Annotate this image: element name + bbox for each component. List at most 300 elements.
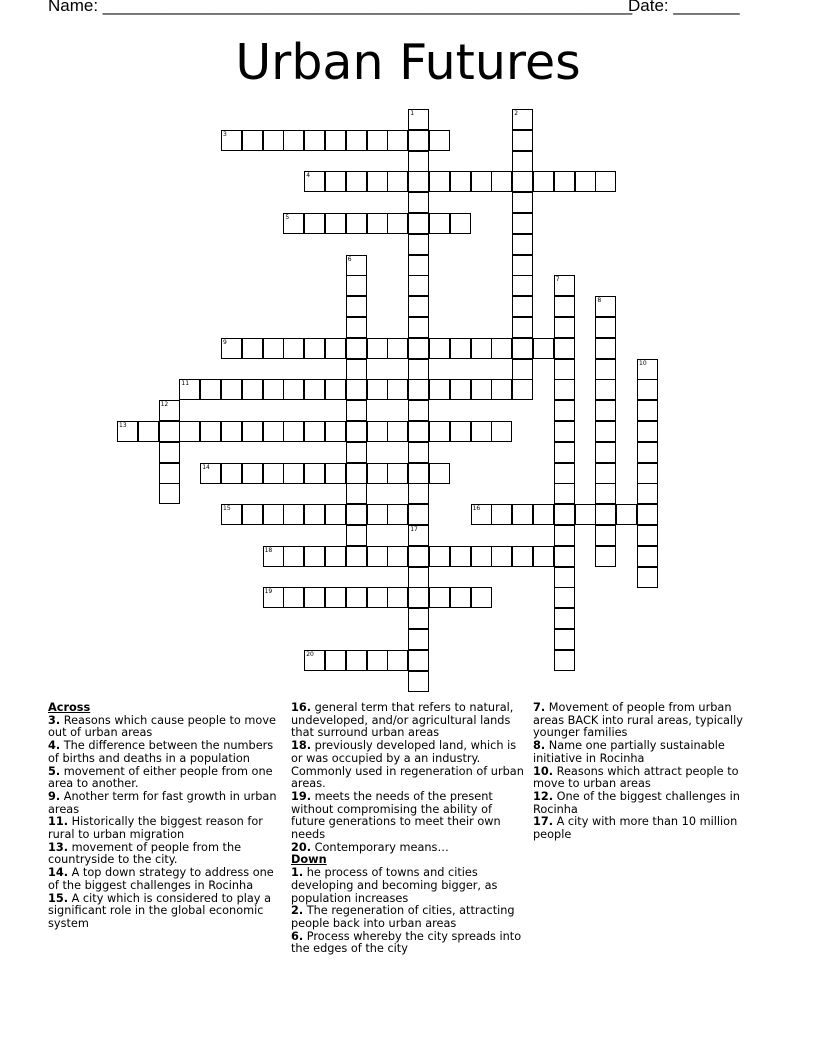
grid-cell[interactable] <box>616 504 637 525</box>
grid-cell[interactable] <box>554 546 575 567</box>
grid-cell[interactable] <box>637 525 658 546</box>
grid-cell[interactable] <box>512 213 533 234</box>
clue-number: 1 <box>410 110 415 117</box>
clue-item <box>291 905 524 930</box>
grid-cell[interactable] <box>450 546 471 567</box>
grid-cell[interactable] <box>283 546 304 567</box>
grid-cell[interactable] <box>595 296 616 317</box>
grid-cell[interactable] <box>554 275 575 296</box>
grid-cell[interactable] <box>179 379 200 400</box>
grid-cell[interactable] <box>387 379 408 400</box>
clue-number-label: 8. <box>533 739 546 753</box>
grid-cell[interactable] <box>450 171 471 192</box>
clue-number-label: 16. <box>291 701 312 714</box>
grid-cell[interactable] <box>637 463 658 484</box>
grid-cell[interactable] <box>408 151 429 172</box>
grid-cell[interactable] <box>408 608 429 629</box>
grid-cell[interactable] <box>554 629 575 650</box>
grid-cell[interactable] <box>325 213 346 234</box>
grid-cell[interactable] <box>575 171 596 192</box>
grid-cell[interactable] <box>429 130 450 151</box>
grid-cell[interactable] <box>346 421 367 442</box>
grid-cell[interactable] <box>304 546 325 567</box>
clue-item <box>291 702 524 740</box>
clue-number: 3 <box>223 130 227 138</box>
grid-cell[interactable] <box>408 379 429 400</box>
grid-cell[interactable] <box>471 338 492 359</box>
clue-number-label: 11. <box>48 815 69 829</box>
grid-cell[interactable] <box>221 130 242 151</box>
grid-cell[interactable] <box>429 463 450 484</box>
grid-cell[interactable] <box>283 587 304 608</box>
grid-cell[interactable] <box>595 504 616 525</box>
grid-cell[interactable] <box>346 463 367 484</box>
grid-cell[interactable] <box>554 400 575 421</box>
clue-text: general term that refers to natural, undeveloped, and/or agricultural lands that surround urban areas <box>291 701 514 740</box>
grid-cell[interactable] <box>512 338 533 359</box>
grid-cell[interactable] <box>367 587 388 608</box>
grid-cell[interactable] <box>263 338 284 359</box>
grid-cell[interactable] <box>304 130 325 151</box>
grid-cell[interactable] <box>491 379 512 400</box>
grid-cell[interactable] <box>283 463 304 484</box>
grid-cell[interactable] <box>325 171 346 192</box>
across-heading: Across <box>48 701 91 714</box>
clue-item <box>533 791 748 816</box>
grid-cell[interactable] <box>408 587 429 608</box>
grid-cell[interactable] <box>637 442 658 463</box>
clue-text: previously developed land, which is or was occupied by a an industry. Commonly used in regeneration of urban areas. <box>291 739 524 791</box>
grid-cell[interactable] <box>304 587 325 608</box>
grid-cell[interactable] <box>637 546 658 567</box>
grid-cell[interactable] <box>367 213 388 234</box>
clue-number-label: 15. <box>48 891 69 905</box>
grid-cell[interactable] <box>408 109 429 130</box>
clue-item <box>48 740 278 765</box>
clue-text: Contemporary means… <box>311 840 449 854</box>
grid-cell[interactable] <box>179 421 200 442</box>
grid-cell[interactable] <box>429 587 450 608</box>
clue-item <box>48 766 278 791</box>
grid-cell[interactable] <box>450 421 471 442</box>
grid-cell[interactable] <box>491 504 512 525</box>
grid-cell[interactable] <box>346 504 367 525</box>
grid-cell[interactable] <box>554 608 575 629</box>
grid-cell[interactable] <box>408 504 429 525</box>
grid-cell[interactable] <box>346 442 367 463</box>
clue-number: 15 <box>223 505 231 513</box>
grid-cell[interactable] <box>325 379 346 400</box>
grid-cell[interactable] <box>533 338 554 359</box>
clue-item <box>533 740 748 765</box>
grid-cell[interactable] <box>304 504 325 525</box>
clue-number: 13 <box>119 422 127 429</box>
clue-text: The regeneration of cities, attracting people back into urban areas <box>291 904 515 930</box>
grid-cell[interactable] <box>367 421 388 442</box>
grid-cell[interactable] <box>304 463 325 484</box>
grid-cell[interactable] <box>283 379 304 400</box>
grid-cell[interactable] <box>637 483 658 504</box>
grid-cell[interactable] <box>200 379 221 400</box>
grid-cell[interactable] <box>304 379 325 400</box>
grid-cell[interactable] <box>554 525 575 546</box>
grid-cell[interactable] <box>512 546 533 567</box>
grid-cell[interactable] <box>304 213 325 234</box>
grid-cell[interactable] <box>512 379 533 400</box>
clue-number: 16 <box>472 505 481 513</box>
grid-cell[interactable] <box>221 463 242 484</box>
name-date-header <box>48 0 740 16</box>
grid-cell[interactable] <box>346 525 367 546</box>
name-field[interactable]: Name: ________________________________________________________ <box>48 0 633 15</box>
clue-number-label: 5. <box>48 764 61 778</box>
clue-number: 18 <box>264 546 273 554</box>
clue-number-label: 13. <box>48 840 69 854</box>
grid-cell[interactable] <box>408 650 429 671</box>
grid-cell[interactable] <box>325 546 346 567</box>
clue-number-label: 9. <box>48 789 61 803</box>
clue-item <box>48 867 278 892</box>
clue-number: 17 <box>410 526 418 533</box>
grid-cell[interactable] <box>387 421 408 442</box>
grid-cell[interactable] <box>325 504 346 525</box>
grid-cell[interactable] <box>263 546 284 567</box>
grid-cell[interactable] <box>554 379 575 400</box>
grid-cell[interactable] <box>471 546 492 567</box>
grid-cell[interactable] <box>554 296 575 317</box>
grid-cell[interactable] <box>367 463 388 484</box>
grid-cell[interactable] <box>200 463 221 484</box>
grid-cell[interactable] <box>242 379 263 400</box>
clue-text: Name one partially sustainable initiative in Rocinha <box>533 739 725 765</box>
clue-text: movement of either people from one area to another. <box>48 764 273 791</box>
down-heading: Down <box>291 853 327 867</box>
grid-cell[interactable] <box>512 296 533 317</box>
date-field[interactable]: Date: _______ <box>628 0 740 15</box>
grid-cell[interactable] <box>367 379 388 400</box>
clue-number-label: 12. <box>533 789 554 803</box>
grid-cell[interactable] <box>283 504 304 525</box>
grid-cell[interactable] <box>346 130 367 151</box>
grid-cell[interactable] <box>595 463 616 484</box>
grid-cell[interactable] <box>595 400 616 421</box>
grid-cell[interactable] <box>387 338 408 359</box>
grid-cell[interactable] <box>263 130 284 151</box>
clue-item <box>291 931 524 956</box>
grid-cell[interactable] <box>595 525 616 546</box>
grid-cell[interactable] <box>491 171 512 192</box>
clue-item <box>533 766 748 791</box>
grid-cell[interactable] <box>159 400 180 421</box>
grid-cell[interactable] <box>450 338 471 359</box>
grid-cell[interactable] <box>533 546 554 567</box>
grid-cell[interactable] <box>554 171 575 192</box>
grid-cell[interactable] <box>325 587 346 608</box>
grid-cell[interactable] <box>595 379 616 400</box>
clue-number: 12 <box>160 401 169 409</box>
clue-item <box>291 791 524 842</box>
grid-cell[interactable] <box>512 109 533 130</box>
grid-cell[interactable] <box>283 213 304 234</box>
grid-cell[interactable] <box>325 650 346 671</box>
grid-cell[interactable] <box>512 317 533 338</box>
grid-cell[interactable] <box>450 379 471 400</box>
grid-cell[interactable] <box>491 421 512 442</box>
grid-cell[interactable] <box>387 504 408 525</box>
grid-cell[interactable] <box>367 130 388 151</box>
grid-cell[interactable] <box>283 338 304 359</box>
grid-cell[interactable] <box>512 504 533 525</box>
grid-cell[interactable] <box>471 421 492 442</box>
clue-text: meets the needs of the present without compromising the ability of future generations to meet their own needs <box>291 789 501 842</box>
grid-cell[interactable] <box>346 650 367 671</box>
grid-cell[interactable] <box>512 151 533 172</box>
grid-cell[interactable] <box>637 359 658 380</box>
grid-cell[interactable] <box>242 421 263 442</box>
grid-cell[interactable] <box>221 338 242 359</box>
grid-cell[interactable] <box>491 546 512 567</box>
grid-cell[interactable] <box>367 546 388 567</box>
grid-cell[interactable] <box>554 567 575 588</box>
grid-cell[interactable] <box>242 504 263 525</box>
grid-cell[interactable] <box>138 421 159 442</box>
grid-cell[interactable] <box>554 483 575 504</box>
grid-cell[interactable] <box>346 317 367 338</box>
grid-cell[interactable] <box>325 421 346 442</box>
grid-cell[interactable] <box>595 317 616 338</box>
grid-cell[interactable] <box>387 171 408 192</box>
grid-cell[interactable] <box>159 463 180 484</box>
grid-cell[interactable] <box>325 338 346 359</box>
grid-cell[interactable] <box>637 567 658 588</box>
grid-cell[interactable] <box>408 525 429 546</box>
clue-text: he process of towns and cities developing and becoming bigger, as population increases <box>291 866 498 905</box>
grid-cell[interactable] <box>408 483 429 504</box>
grid-cell[interactable] <box>429 379 450 400</box>
grid-cell[interactable] <box>304 421 325 442</box>
grid-cell[interactable] <box>346 546 367 567</box>
grid-cell[interactable] <box>429 213 450 234</box>
clue-number: 9 <box>223 338 227 346</box>
grid-cell[interactable] <box>159 421 180 442</box>
grid-cell[interactable] <box>554 359 575 380</box>
grid-cell[interactable] <box>263 504 284 525</box>
grid-cell[interactable] <box>367 338 388 359</box>
clue-number: 4 <box>306 172 311 180</box>
grid-cell[interactable] <box>450 213 471 234</box>
grid-cell[interactable] <box>263 421 284 442</box>
grid-cell[interactable] <box>408 442 429 463</box>
grid-cell[interactable] <box>595 338 616 359</box>
clue-number: 19 <box>264 588 273 596</box>
grid-cell[interactable] <box>408 359 429 380</box>
grid-cell[interactable] <box>408 400 429 421</box>
clue-number: 6 <box>347 255 352 263</box>
clue-number-label: 4. <box>48 739 61 753</box>
grid-cell[interactable] <box>429 421 450 442</box>
grid-cell[interactable] <box>242 463 263 484</box>
clue-number: 11 <box>181 380 190 388</box>
grid-cell[interactable] <box>387 130 408 151</box>
clue-number-label: 14. <box>48 866 69 880</box>
grid-cell[interactable] <box>554 463 575 484</box>
grid-cell[interactable] <box>346 483 367 504</box>
grid-cell[interactable] <box>408 463 429 484</box>
grid-cell[interactable] <box>637 379 658 400</box>
grid-cell[interactable] <box>304 338 325 359</box>
grid-cell[interactable] <box>346 213 367 234</box>
grid-cell[interactable] <box>408 130 429 151</box>
grid-cell[interactable] <box>346 296 367 317</box>
grid-cell[interactable] <box>471 379 492 400</box>
grid-cell[interactable] <box>595 546 616 567</box>
grid-cell[interactable] <box>387 463 408 484</box>
grid-cell[interactable] <box>221 421 242 442</box>
grid-cell[interactable] <box>554 421 575 442</box>
clue-text: Historically the biggest reason for rural to urban migration <box>48 815 263 842</box>
grid-cell[interactable] <box>595 442 616 463</box>
grid-cell[interactable] <box>554 442 575 463</box>
clue-number: 5 <box>285 214 290 221</box>
grid-cell[interactable] <box>512 234 533 255</box>
clue-number-label: 6. <box>291 929 304 943</box>
clue-item <box>48 791 278 816</box>
grid-cell[interactable] <box>346 400 367 421</box>
grid-cell[interactable] <box>159 483 180 504</box>
grid-cell[interactable] <box>408 171 429 192</box>
grid-cell[interactable] <box>387 546 408 567</box>
grid-cell[interactable] <box>408 546 429 567</box>
grid-cell[interactable] <box>554 317 575 338</box>
clue-number: 10 <box>639 359 647 367</box>
clues-column-1 <box>48 702 278 931</box>
clue-text: The difference between the numbers of births and deaths in a population <box>48 739 274 765</box>
grid-cell[interactable] <box>346 359 367 380</box>
clue-number-label: 1. <box>291 866 304 880</box>
clue-text: Reasons which attract people to move to urban areas <box>533 764 739 791</box>
grid-cell[interactable] <box>325 463 346 484</box>
grid-cell[interactable] <box>471 587 492 608</box>
grid-cell[interactable] <box>408 296 429 317</box>
grid-cell[interactable] <box>346 275 367 296</box>
clue-text: Reasons which cause people to move out of urban areas <box>48 713 276 740</box>
grid-cell[interactable] <box>221 504 242 525</box>
grid-cell[interactable] <box>263 379 284 400</box>
clue-item <box>48 715 278 740</box>
grid-cell[interactable] <box>117 421 138 442</box>
grid-cell[interactable] <box>387 650 408 671</box>
grid-cell[interactable] <box>533 171 554 192</box>
puzzle-title: Urban Futures <box>235 34 581 91</box>
grid-cell[interactable] <box>554 504 575 525</box>
clue-text: Another term for fast growth in urban areas <box>48 789 277 816</box>
grid-cell[interactable] <box>512 130 533 151</box>
grid-cell[interactable] <box>346 255 367 276</box>
grid-cell[interactable] <box>512 192 533 213</box>
grid-cell[interactable] <box>263 463 284 484</box>
grid-cell[interactable] <box>554 338 575 359</box>
grid-cell[interactable] <box>554 587 575 608</box>
grid-cell[interactable] <box>595 421 616 442</box>
grid-cell[interactable] <box>575 504 596 525</box>
clue-number: 20 <box>306 650 314 658</box>
grid-cell[interactable] <box>637 504 658 525</box>
clue-text: Movement of people from urban areas BACK into rural areas, typically younger families <box>533 701 743 740</box>
grid-cell[interactable] <box>429 171 450 192</box>
grid-cell[interactable] <box>283 421 304 442</box>
grid-cell[interactable] <box>595 171 616 192</box>
grid-cell[interactable] <box>263 587 284 608</box>
grid-cell[interactable] <box>408 234 429 255</box>
grid-cell[interactable] <box>346 587 367 608</box>
clue-item <box>291 740 524 791</box>
grid-cell[interactable] <box>637 421 658 442</box>
grid-cell[interactable] <box>346 379 367 400</box>
grid-cell[interactable] <box>471 171 492 192</box>
grid-cell[interactable] <box>367 650 388 671</box>
grid-cell[interactable] <box>408 338 429 359</box>
grid-cell[interactable] <box>408 192 429 213</box>
grid-cell[interactable] <box>595 359 616 380</box>
grid-cell[interactable] <box>554 650 575 671</box>
grid-cell[interactable] <box>283 130 304 151</box>
grid-cell[interactable] <box>221 379 242 400</box>
clue-item <box>48 816 278 841</box>
grid-cell[interactable] <box>242 130 263 151</box>
clue-item <box>48 842 278 867</box>
grid-cell[interactable] <box>346 171 367 192</box>
grid-cell[interactable] <box>471 504 492 525</box>
grid-cell[interactable] <box>512 171 533 192</box>
grid-cell[interactable] <box>450 587 471 608</box>
grid-cell[interactable] <box>491 338 512 359</box>
grid-cell[interactable] <box>408 317 429 338</box>
grid-cell[interactable] <box>429 338 450 359</box>
clue-item <box>291 867 524 905</box>
grid-cell[interactable] <box>242 338 263 359</box>
grid-cell[interactable] <box>408 671 429 692</box>
grid-cell[interactable] <box>512 275 533 296</box>
grid-cell[interactable] <box>595 483 616 504</box>
grid-cell[interactable] <box>533 504 554 525</box>
grid-cell[interactable] <box>367 504 388 525</box>
clue-number-label: 18. <box>291 739 312 753</box>
grid-cell[interactable] <box>408 275 429 296</box>
grid-cell[interactable] <box>346 338 367 359</box>
grid-cell[interactable] <box>200 421 221 442</box>
grid-cell[interactable] <box>408 629 429 650</box>
grid-cell[interactable] <box>408 213 429 234</box>
grid-cell[interactable] <box>408 567 429 588</box>
grid-cell[interactable] <box>367 171 388 192</box>
grid-cell[interactable] <box>408 255 429 276</box>
grid-cell[interactable] <box>159 442 180 463</box>
clue-number-label: 17. <box>533 815 554 829</box>
grid-cell[interactable] <box>387 587 408 608</box>
grid-cell[interactable] <box>387 213 408 234</box>
grid-cell[interactable] <box>637 400 658 421</box>
grid-cell[interactable] <box>429 546 450 567</box>
grid-cell[interactable] <box>304 171 325 192</box>
grid-cell[interactable] <box>325 130 346 151</box>
grid-cell[interactable] <box>512 359 533 380</box>
grid-cell[interactable] <box>304 650 325 671</box>
clue-item <box>48 893 278 931</box>
clues-column-2 <box>291 702 524 956</box>
clue-text: Process whereby the city spreads into the edges of the city <box>291 929 522 956</box>
grid-cell[interactable] <box>408 421 429 442</box>
grid-cell[interactable] <box>512 255 533 276</box>
